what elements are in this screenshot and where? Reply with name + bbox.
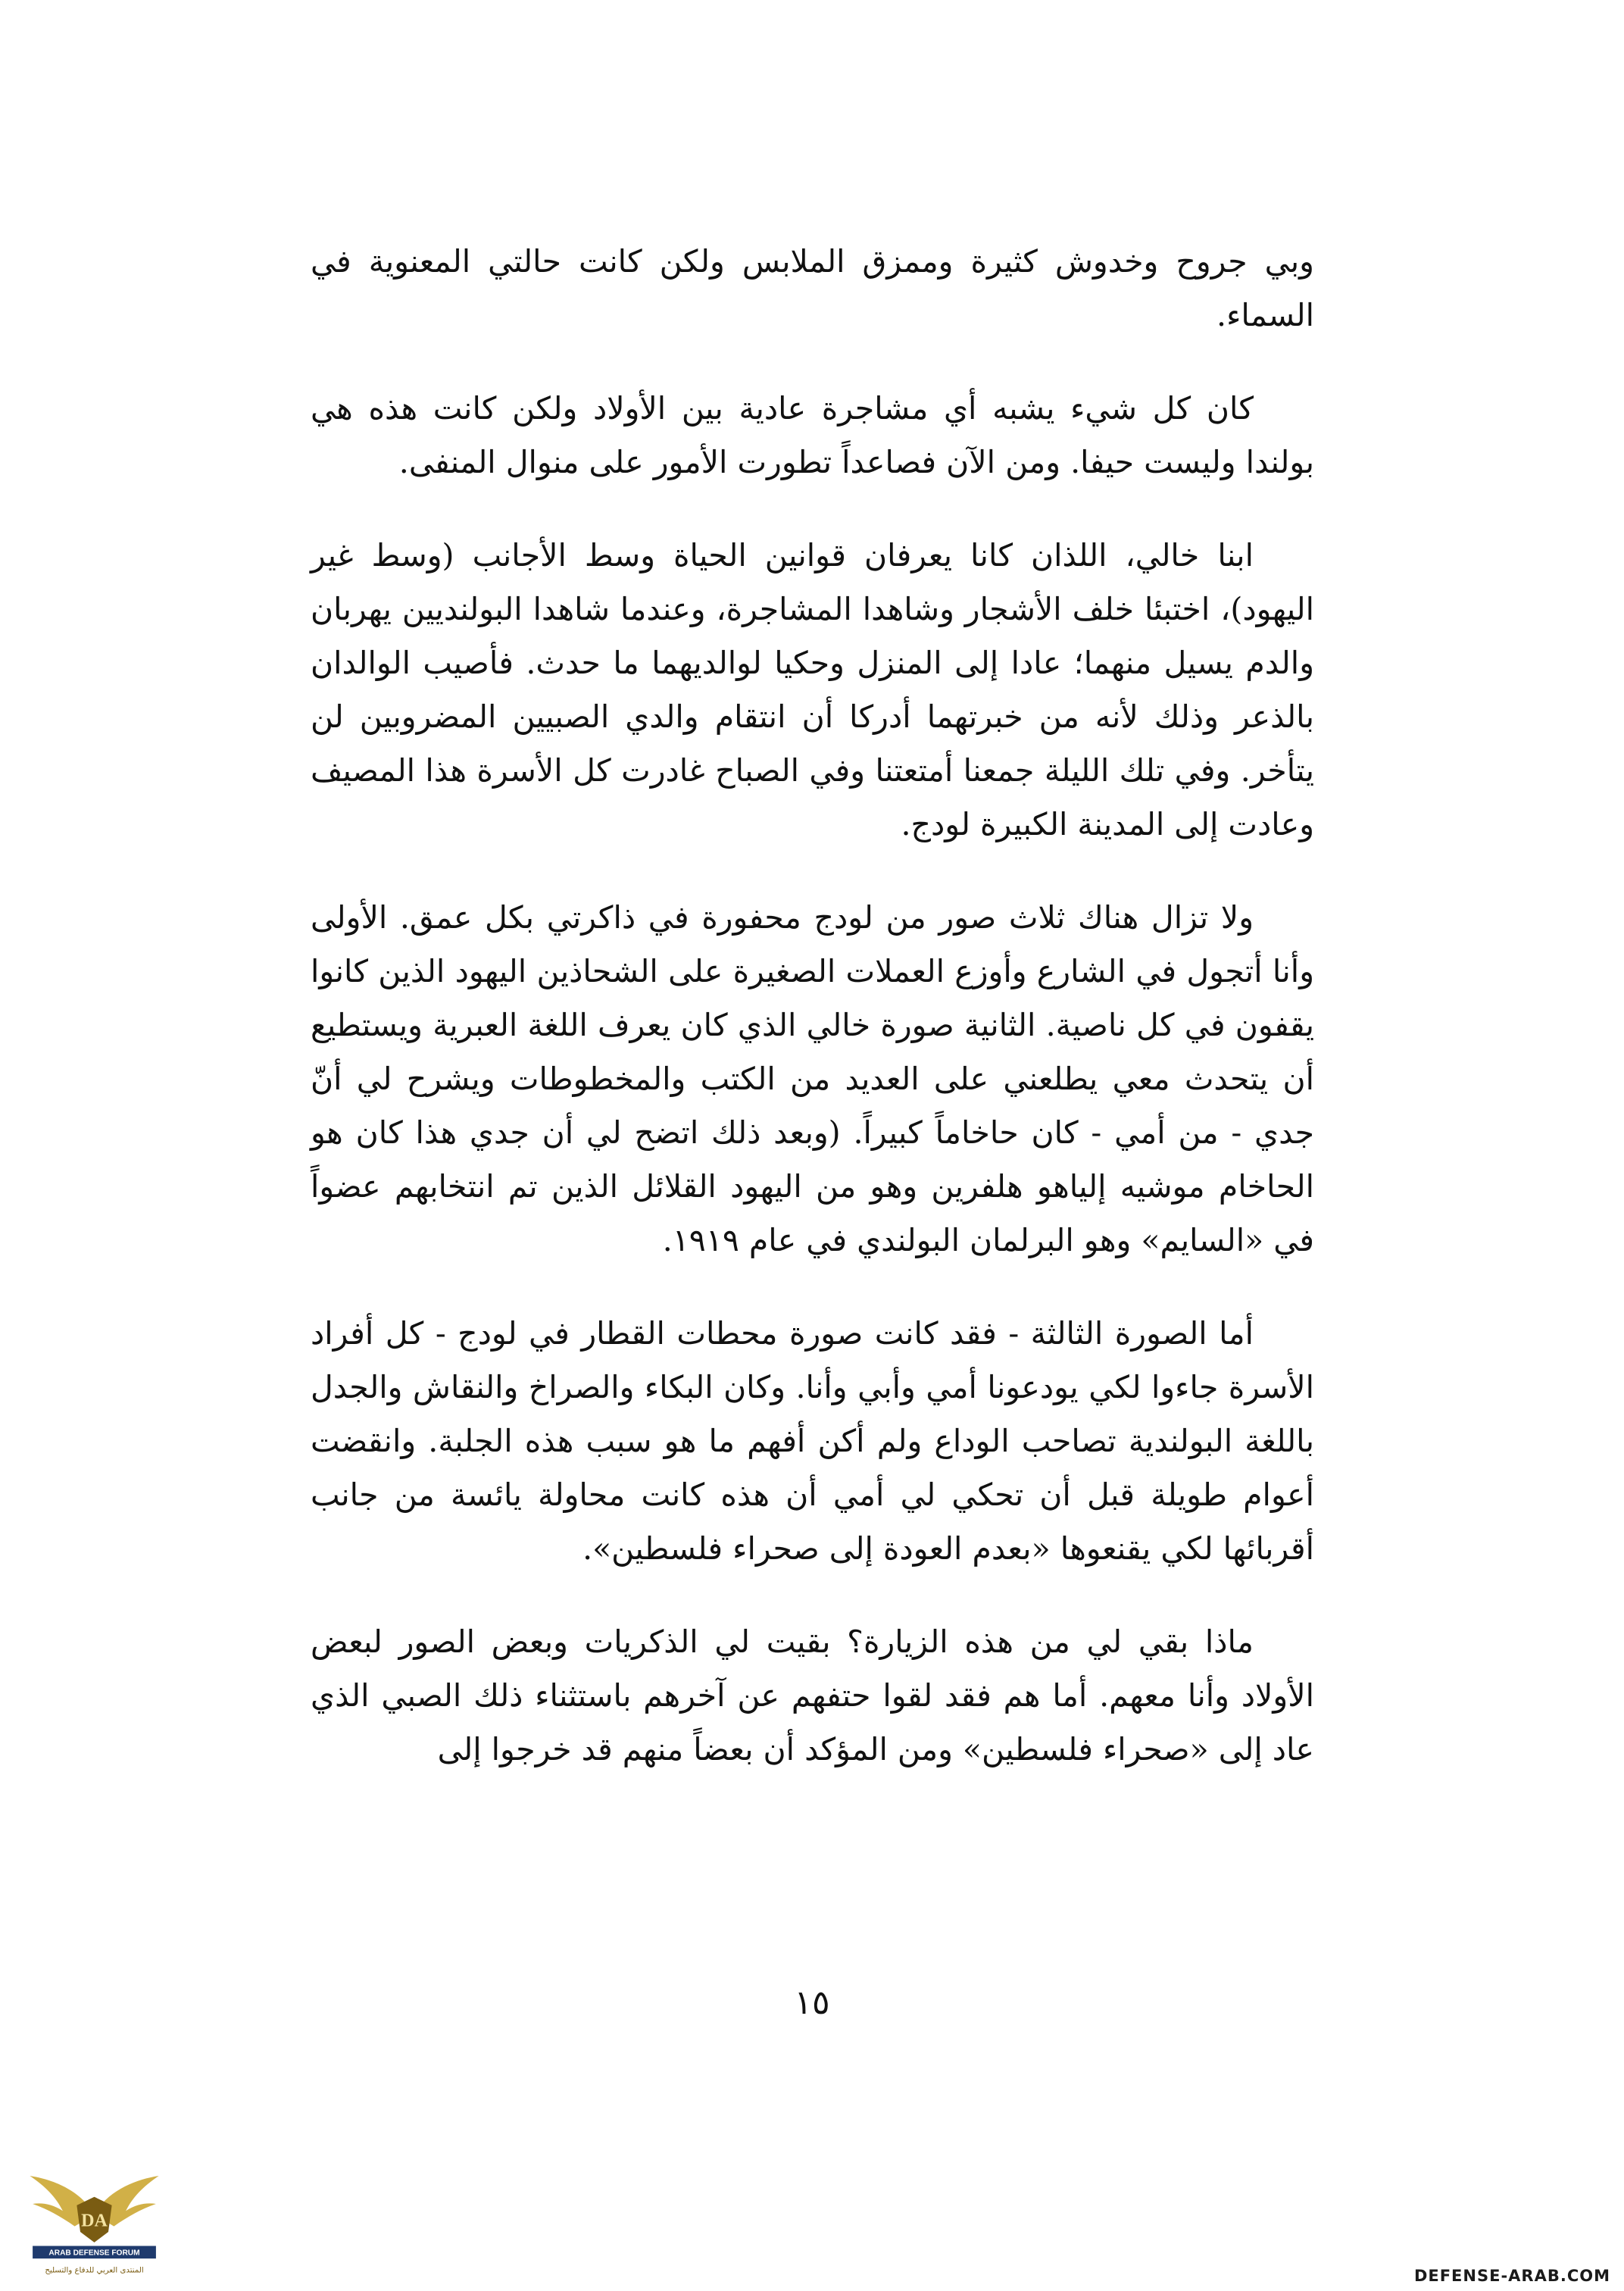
paragraph: كان كل شيء يشبه أي مشاجرة عادية بين الأولاد ولكن كانت هذه هي بولندا وليست حيفا. ومن الآن فصاعداً تطورت الأمور على منوال المنفى. xyxy=(311,390,1314,480)
wings-logo-icon xyxy=(24,2148,164,2288)
paragraph: ماذا بقي لي من هذه الزيارة؟ بقيت لي الذكريات وبعض الصور لبعض الأولاد وأنا معهم. أما هم فقد لقوا حتفهم عن آخرهم باستثناء ذلك الصبي الذي عاد إلى «صحراء فلسطين» ومن المؤكد أن بعضاً منهم قد خرجوا إلى xyxy=(311,1624,1314,1767)
page-number: ١٥ xyxy=(794,1983,830,2022)
forum-logo xyxy=(24,2148,164,2288)
watermark-url: DEFENSE-ARAB.COM xyxy=(1413,2267,1610,2285)
paragraph: أما الصورة الثالثة - فقد كانت صورة محطات القطار في لودج - كل أفراد الأسرة جاءوا لكي يودعونا أمي وأبي وأنا. وكان البكاء والصراخ والنقاش والجدل باللغة البولندية تصاحب الوداع ولم أكن أفهم ما هو سبب هذه الجلبة. وانقضت أعوام طويلة قبل أن تحكي لي أمي أن هذه كانت محاولة يائسة من جانب أقربائها لكي يقنعوها «بعدم العودة إلى صحراء فلسطين». xyxy=(311,1315,1314,1567)
logo-subtitle: المنتدى العربي للدفاع والتسليح xyxy=(45,2266,144,2275)
paragraph: ابنا خالي، اللذان كانا يعرفان قوانين الحياة وسط الأجانب (وسط غير اليهود)، اختبئا خلف الأشجار وشاهدا المشاجرة، وعندما شاهدا البولنديين يهربان والدم يسيل منهما؛ عادا إلى المنزل وحكيا لوالديهما ما حدث. فأصيب الوالدان بالذعر وذلك لأنه من خبرتهما أدركا أن انتقام والدي الصبيين المضروبين لن يتأخر. وفي تلك الليلة جمعنا أمتعتنا وفي الصباح غادرت كل الأسرة هذا المصيف وعادت إلى المدينة الكبيرة لودج. xyxy=(311,537,1314,842)
paragraph: ولا تزال هناك ثلاث صور من لودج محفورة في ذاكرتي بكل عمق. الأولى وأنا أتجول في الشارع وأوزع العملات الصغيرة على الشحاذين اليهود الذين كانوا يقفون في كل ناصية. الثانية صورة خالي الذي كان يعرف اللغة العبرية ويستطيع أن يتحدث معي يطلعني على العديد من الكتب والمخطوطات ويشرح لي أنّ جدي - من أمي - كان حاخاماً كبيراً. (وبعد ذلك اتضح لي أن جدي هذا كان هو الحاخام موشيه إلياهو هلفرين وهو من اليهود القلائل الذين تم انتخابهم عضواً في «السايم» وهو البرلمان البولندي في عام ١٩١٩. xyxy=(311,899,1314,1258)
page-body xyxy=(311,235,1314,1816)
logo-title: ARAB DEFENSE FORUM xyxy=(48,2249,140,2258)
logo-initials: DA xyxy=(81,2211,108,2231)
paragraph: وبي جروح وخدوش كثيرة وممزق الملابس ولكن كانت حالتي المعنوية في السماء. xyxy=(311,243,1314,333)
